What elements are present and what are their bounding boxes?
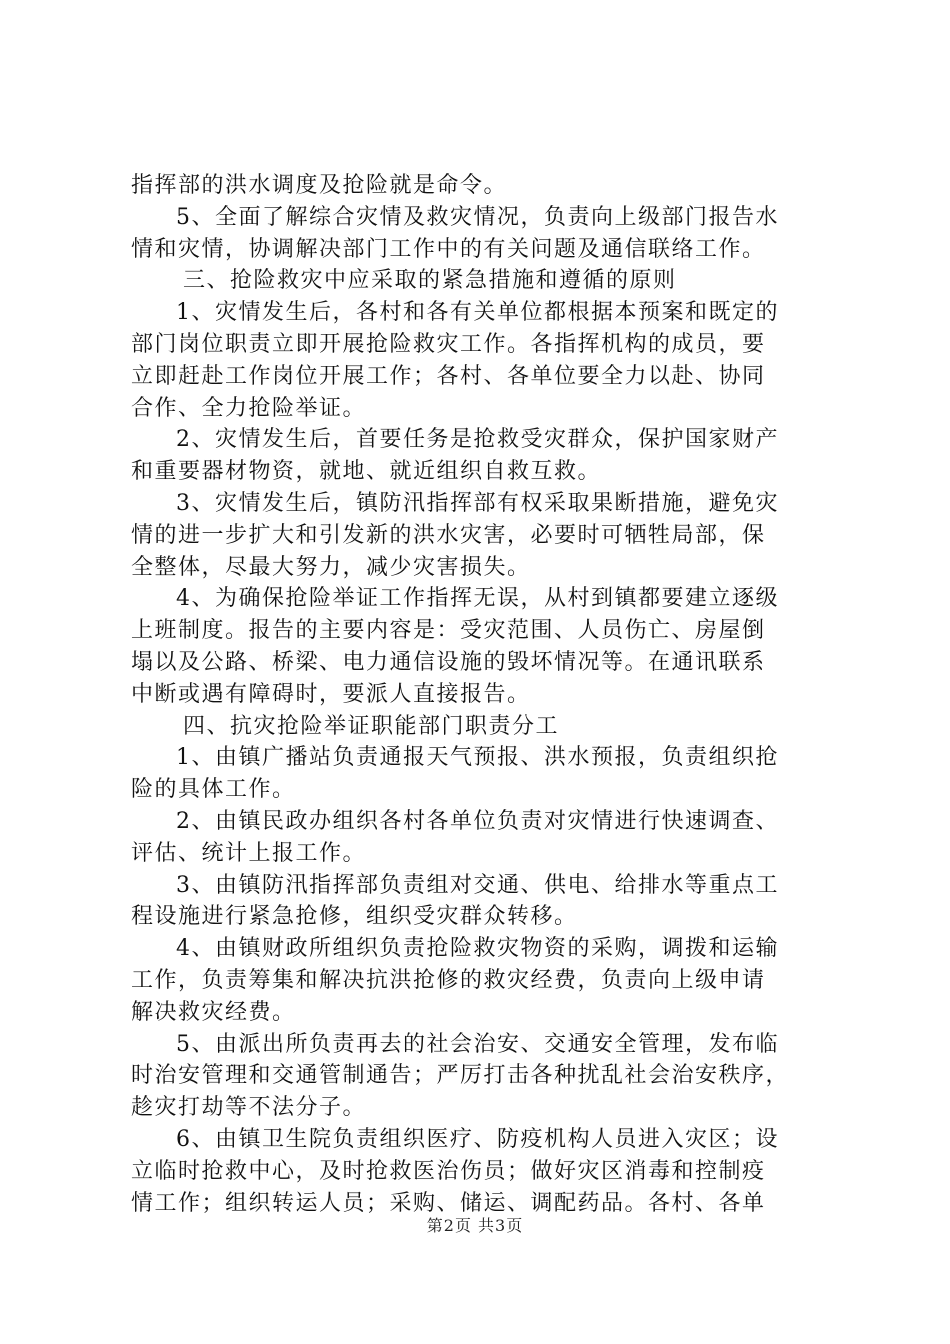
- text-line: 4、由镇财政所组织负责抢险救灾物资的采购，调拨和运输: [176, 936, 779, 962]
- text-line: 解决救灾经费。: [131, 999, 296, 1025]
- text-line: 上班制度。报告的主要内容是：受灾范围、人员伤亡、房屋倒: [131, 618, 766, 644]
- text-line: 5、由派出所负责再去的社会治安、交通安全管理，发布临: [176, 1031, 779, 1057]
- text-line: 2、由镇民政办组织各村各单位负责对灾情进行快速调查、: [176, 808, 779, 834]
- text-line: 险的具体工作。: [131, 777, 296, 803]
- text-line: 4、为确保抢险举证工作指挥无误，从村到镇都要建立逐级: [176, 586, 779, 612]
- page-footer: 第2页 共3页: [426, 1216, 524, 1235]
- section-heading-line: 四、抗灾抢险举证职能部门职责分工: [183, 713, 560, 739]
- document-body: [131, 170, 831, 1219]
- text-line: 部门岗位职责立即开展抢险救灾工作。各指挥机构的成员，要: [131, 331, 766, 357]
- text-line: 3、由镇防汛指挥部负责组对交通、供电、给排水等重点工: [176, 872, 779, 898]
- text-line: 中断或遇有障碍时，要派人直接报告。: [131, 681, 531, 707]
- section-heading-line: 三、抢险救灾中应采取的紧急措施和遵循的原则: [183, 268, 677, 294]
- text-line: 情和灾情，协调解决部门工作中的有关问题及通信联络工作。: [131, 236, 766, 262]
- text-line: 合作、全力抢险举证。: [131, 395, 367, 421]
- text-line: 工作，负责筹集和解决抗洪抢修的救灾经费，负责向上级申请: [131, 967, 766, 993]
- text-line: 3、灾情发生后，镇防汛指挥部有权采取果断措施，避免灾: [176, 490, 779, 516]
- text-line: 时治安管理和交通管制通告；严厉打击各种扰乱社会治安秩序，: [131, 1063, 790, 1089]
- text-line: 2、灾情发生后，首要任务是抢救受灾群众，保护国家财产: [176, 427, 779, 453]
- text-line: 立即赶赴工作岗位开展工作；各村、各单位要全力以赴、协同: [131, 363, 766, 389]
- text-line: 塌以及公路、桥梁、电力通信设施的毁坏情况等。在通讯联系: [131, 649, 766, 675]
- text-line: 1、灾情发生后，各村和各有关单位都根据本预案和既定的: [176, 300, 779, 326]
- text-line: 1、由镇广播站负责通报天气预报、洪水预报，负责组织抢: [176, 745, 779, 771]
- text-line: 评估、统计上报工作。: [131, 840, 367, 866]
- text-line: 6、由镇卫生院负责组织医疗、防疫机构人员进入灾区；设: [176, 1126, 779, 1152]
- text-line: 和重要器材物资，就地、就近组织自救互救。: [131, 459, 602, 485]
- text-line: 立临时抢救中心，及时抢救医治伤员；做好灾区消毒和控制疫: [131, 1158, 766, 1184]
- text-line: 情的进一步扩大和引发新的洪水灾害，必要时可牺牲局部，保: [131, 522, 766, 548]
- text-line: 趁灾打劫等不法分子。: [131, 1095, 367, 1121]
- text-line: 程设施进行紧急抢修，组织受灾群众转移。: [131, 904, 578, 930]
- text-line: 指挥部的洪水调度及抢险就是命令。: [131, 173, 508, 198]
- text-line: 情工作；组织转运人员；采购、储运、调配药品。各村、各单: [131, 1190, 766, 1216]
- text-line: 5、全面了解综合灾情及救灾情况，负责向上级部门报告水: [176, 204, 779, 230]
- text-line: 全整体，尽最大努力，减少灾害损失。: [131, 554, 531, 580]
